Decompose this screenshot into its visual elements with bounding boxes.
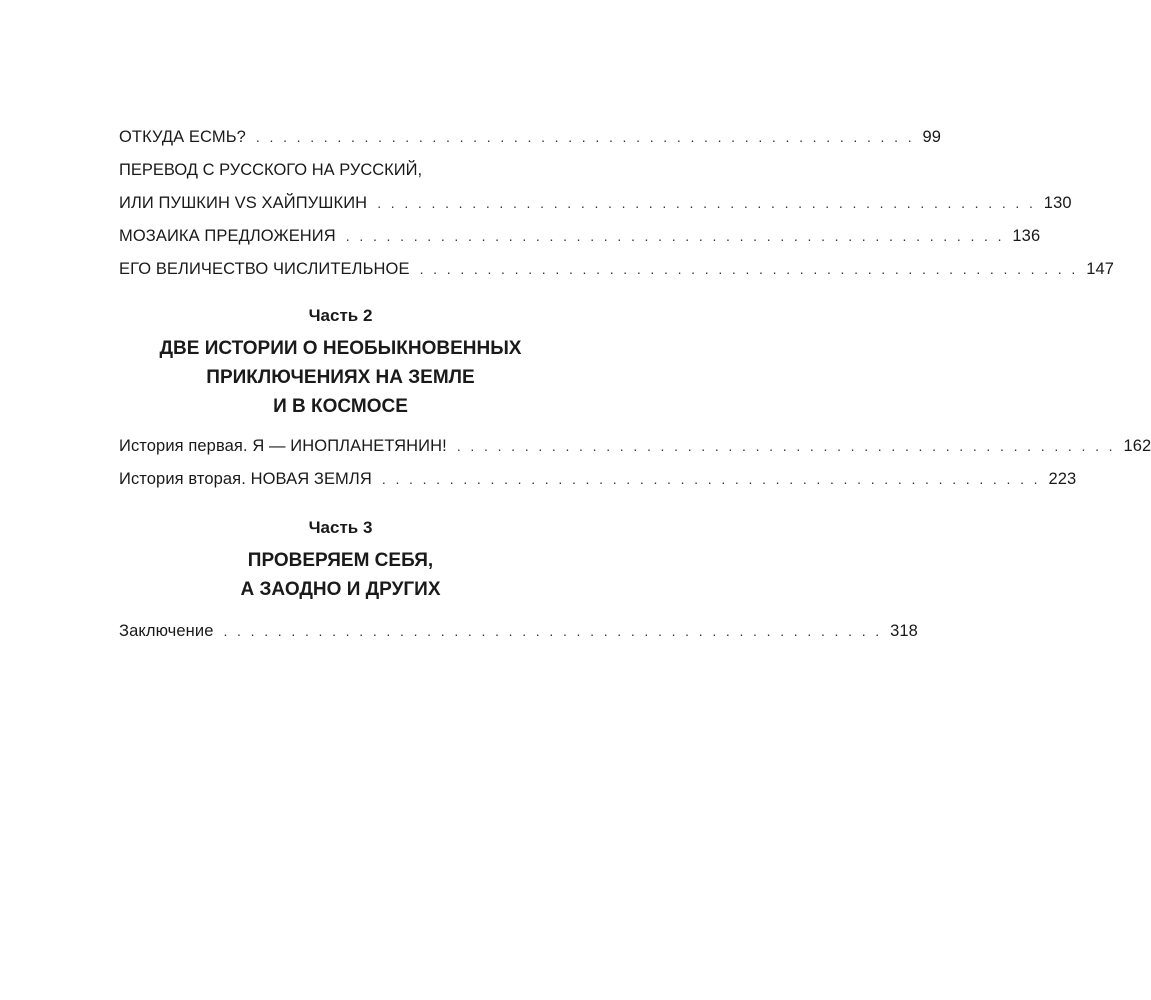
part-2-heading	[0, 304, 681, 421]
toc-entry[interactable]	[119, 187, 1072, 220]
toc-entry-page: 147	[1086, 260, 1115, 278]
toc-entry-title: ОТКУДА ЕСМЬ?	[119, 128, 246, 146]
toc-entry-page: 99	[922, 128, 942, 146]
toc-part-3-section	[119, 615, 918, 648]
part-label: Часть 2	[308, 306, 373, 325]
toc-entry[interactable]	[119, 430, 1151, 463]
toc-top-section	[119, 121, 1115, 286]
part-title-line: ПРИКЛЮЧЕНИЯХ НА ЗЕМЛЕ	[206, 367, 475, 388]
dot-leader: . . . . . . . . . . . . . . . . . . . . . . . . . . . . . . . . . . . . . . . . . . . . . . . . .	[255, 129, 915, 145]
part-title	[0, 546, 681, 604]
toc-entry-page: 223	[1048, 470, 1077, 488]
part-title-line: ПРОВЕРЯЕМ СЕБЯ,	[247, 550, 434, 571]
toc-entry-title-line[interactable]: ПЕРЕВОД С РУССКОГО НА РУССКИЙ,	[119, 161, 423, 179]
toc-entry-page: 162	[1123, 437, 1151, 455]
part-title-line: И В КОСМОСЕ	[273, 396, 408, 417]
dot-leader: . . . . . . . . . . . . . . . . . . . . . . . . . . . . . . . . . . . . . . . . . . . . . . . . .	[381, 471, 1041, 487]
part-title-line: А ЗАОДНО И ДРУГИХ	[240, 579, 441, 600]
toc-entry[interactable]	[119, 463, 1077, 496]
toc-entry[interactable]	[119, 615, 918, 648]
toc-entry-title: Заключение	[119, 622, 214, 640]
dot-leader: . . . . . . . . . . . . . . . . . . . . . . . . . . . . . . . . . . . . . . . . . . . . . . . . .	[377, 195, 1036, 211]
toc-entry-title: МОЗАИКА ПРЕДЛОЖЕНИЯ	[119, 227, 336, 245]
part-title	[0, 334, 681, 421]
toc-entry[interactable]	[119, 253, 1115, 286]
part-title-line: ДВЕ ИСТОРИИ О НЕОБЫКНОВЕННЫХ	[159, 338, 522, 359]
toc-entry-title: История первая. Я — ИНОПЛАНЕТЯНИН!	[119, 437, 447, 455]
toc-entry-title: ИЛИ ПУШКИН VS ХАЙПУШКИН	[119, 194, 368, 212]
dot-leader: . . . . . . . . . . . . . . . . . . . . . . . . . . . . . . . . . . . . . . . . . . . . . . . . .	[223, 623, 883, 639]
dot-leader: . . . . . . . . . . . . . . . . . . . . . . . . . . . . . . . . . . . . . . . . . . . . . . . . .	[345, 228, 1005, 244]
toc-entry-page: 136	[1012, 227, 1041, 245]
dot-leader: . . . . . . . . . . . . . . . . . . . . . . . . . . . . . . . . . . . . . . . . . . . . . . . . .	[456, 438, 1116, 454]
toc-entry-page: 318	[890, 622, 918, 640]
toc-part-2-section	[119, 430, 1151, 496]
toc-entry-page: 130	[1043, 194, 1072, 212]
toc-entry-title: История вторая. НОВАЯ ЗЕМЛЯ	[119, 470, 372, 488]
toc-entry[interactable]	[119, 121, 942, 154]
toc-entry[interactable]	[119, 220, 1041, 253]
toc-entry-title: ЕГО ВЕЛИЧЕСТВО ЧИСЛИТЕЛЬНОЕ	[119, 260, 410, 278]
part-label: Часть 3	[308, 518, 373, 537]
part-3-heading	[0, 516, 681, 604]
dot-leader: . . . . . . . . . . . . . . . . . . . . . . . . . . . . . . . . . . . . . . . . . . . . . . . . .	[419, 261, 1079, 277]
